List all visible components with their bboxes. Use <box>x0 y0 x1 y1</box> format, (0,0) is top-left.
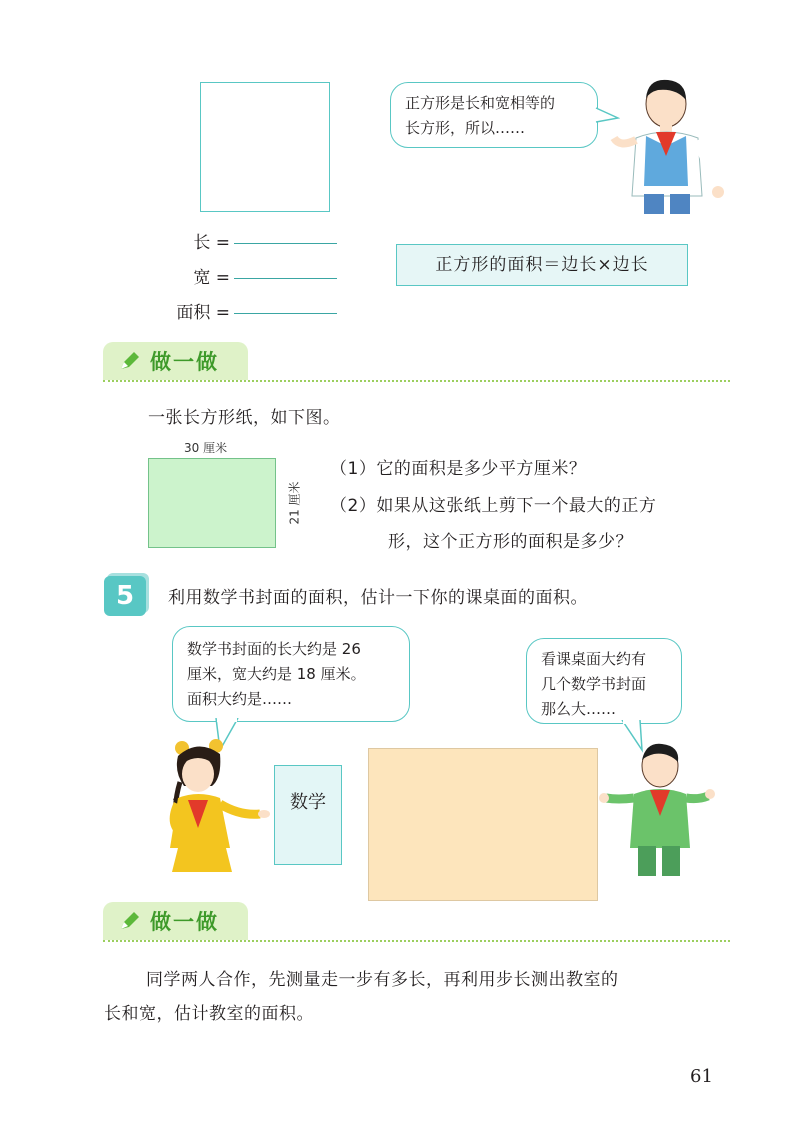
bubble-line: 面积大约是…… <box>187 690 293 708</box>
practice-intro: 一张长方形纸，如下图。 <box>148 408 341 428</box>
math-book-cover <box>274 765 342 865</box>
square-area-formula: 正方形的面积＝边长×边长 <box>396 244 688 286</box>
area-label: 面积 = <box>176 303 230 323</box>
practice-2-line2: 长和宽，估计教室的面积。 <box>104 1004 314 1024</box>
section-divider <box>103 940 730 942</box>
practice-header-text: 做一做 <box>150 350 219 374</box>
bubble-line: 长方形，所以…… <box>405 119 526 137</box>
question-2-line2: 形，这个正方形的面积是多少？ <box>388 532 633 552</box>
girl-pioneer-illustration <box>160 738 272 878</box>
pencil-icon <box>118 910 142 932</box>
question-1: （1）它的面积是多少平方厘米？ <box>330 459 587 479</box>
practice-header-text: 做一做 <box>150 910 219 934</box>
paper-width-label: 30 厘米 <box>184 441 228 455</box>
width-blank <box>234 278 337 279</box>
length-blank <box>234 243 337 244</box>
boy-pioneer-illustration <box>598 740 718 876</box>
bubble-line: 数学书封面的长大约是 26 <box>187 640 361 658</box>
boy-pioneer-illustration <box>606 76 728 214</box>
section-divider <box>103 380 730 382</box>
book-title: 数学 <box>290 792 326 813</box>
bubble-line: 厘米，宽大约是 18 厘米。 <box>187 665 366 683</box>
square-speech-bubble <box>390 82 598 148</box>
bubble-line: 那么大…… <box>541 700 617 718</box>
bubble-line: 正方形是长和宽相等的 <box>405 94 556 112</box>
bubble-line: 看课桌面大约有 <box>541 650 647 668</box>
width-label: 宽 = <box>193 268 230 288</box>
example-title: 利用数学书封面的面积，估计一下你的课桌面的面积。 <box>168 588 588 608</box>
practice-2-line1: 同学两人合作，先测量走一步有多长，再利用步长测出教室的 <box>146 970 619 990</box>
bubble-line: 几个数学书封面 <box>541 675 647 693</box>
question-2-line1: （2）如果从这张纸上剪下一个最大的正方 <box>330 496 657 516</box>
area-blank <box>234 313 337 314</box>
girl-speech-bubble <box>172 626 410 722</box>
paper-height-label: 21 厘米 <box>287 481 302 525</box>
boy-speech-bubble <box>526 638 682 724</box>
desk-surface <box>368 748 598 901</box>
rectangle-paper <box>148 458 276 548</box>
page-number: 61 <box>690 1066 713 1087</box>
square-figure <box>200 82 330 212</box>
example-number-badge: 5 <box>104 576 146 616</box>
pencil-icon <box>118 350 142 372</box>
length-label: 长 = <box>193 233 230 253</box>
